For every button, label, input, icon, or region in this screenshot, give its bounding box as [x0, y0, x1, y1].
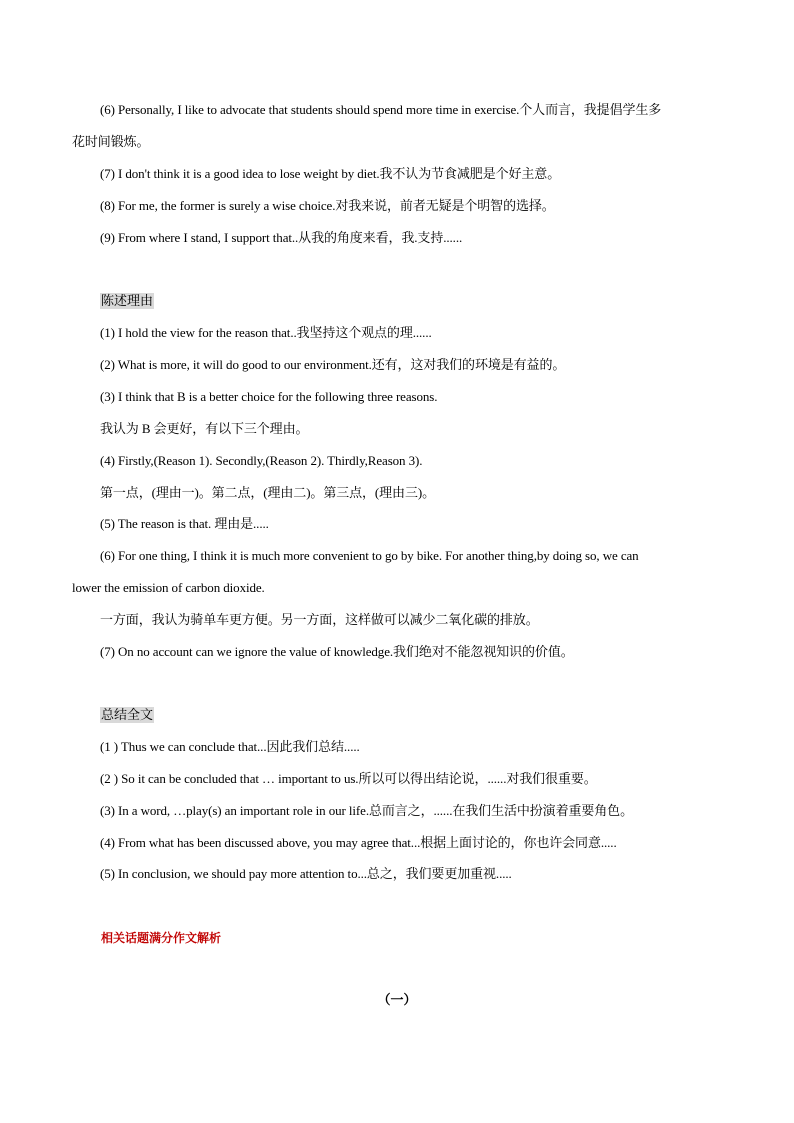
opinion-line-6: (6) Personally, I like to advocate that students should spend more time in exercise.个人而言，我提倡学生多 [100, 102, 662, 117]
reasons-line-4: (4) Firstly,(Reason 1). Secondly,(Reason 2). Thirdly,Reason 3). [100, 453, 423, 468]
reasons-line-3: (3) I think that B is a better choice for the following three reasons. [100, 389, 438, 404]
reasons-heading: 陈述理由 [101, 293, 154, 308]
conclusion-line-5: (5) In conclusion, we should pay more attention to...总之，我们要更加重视..... [100, 866, 512, 881]
opinion-line-7: (7) I don't think it is a good idea to lose weight by diet.我不认为节食减肥是个好主意。 [100, 166, 561, 181]
reasons-line-1: (1) I hold the view for the reason that..我坚持这个观点的理...... [100, 325, 432, 340]
reasons-line-3-translation: 我认为 B 会更好，有以下三个理由。 [100, 421, 309, 436]
reasons-line-2: (2) What is more, it will do good to our environment.还有，这对我们的环境是有益的。 [100, 357, 566, 372]
reasons-line-4-translation: 第一点，(理由一)。第二点，(理由二)。第三点，(理由三)。 [100, 485, 435, 500]
conclusion-line-4: (4) From what has been discussed above, you may agree that...根据上面讨论的，你也许会同意..... [100, 835, 617, 850]
section-mark-one: （一） [377, 993, 417, 1008]
conclusion-heading: 总结全文 [101, 707, 154, 722]
reasons-line-6-continued: lower the emission of carbon dioxide. [72, 580, 265, 595]
reasons-line-7: (7) On no account can we ignore the value of knowledge.我们绝对不能忽视知识的价值。 [100, 644, 574, 659]
reasons-line-6: (6) For one thing, I think it is much more convenient to go by bike. For another thing,by doing so, we can [100, 548, 639, 563]
conclusion-line-2: (2 ) So it can be concluded that … important to us.所以可以得出结论说，......对我们很重要。 [100, 771, 597, 786]
analysis-heading: 相关话题满分作文解析 [101, 931, 222, 945]
conclusion-line-3: (3) In a word, …play(s) an important role in our life.总而言之，......在我们生活中扮演着重要角色。 [100, 803, 633, 818]
reasons-line-6-translation: 一方面，我认为骑单车更方便。另一方面，这样做可以减少二氧化碳的排放。 [100, 612, 539, 627]
reasons-line-5: (5) The reason is that. 理由是..... [100, 516, 269, 531]
conclusion-line-1: (1 ) Thus we can conclude that...因此我们总结..... [100, 739, 360, 754]
opinion-line-6-continued: 花时间锻炼。 [72, 134, 150, 149]
opinion-line-9: (9) From where I stand, I support that..从我的角度来看，我.支持...... [100, 230, 463, 245]
opinion-line-8: (8) For me, the former is surely a wise choice.对我来说，前者无疑是个明智的选择。 [100, 198, 555, 213]
